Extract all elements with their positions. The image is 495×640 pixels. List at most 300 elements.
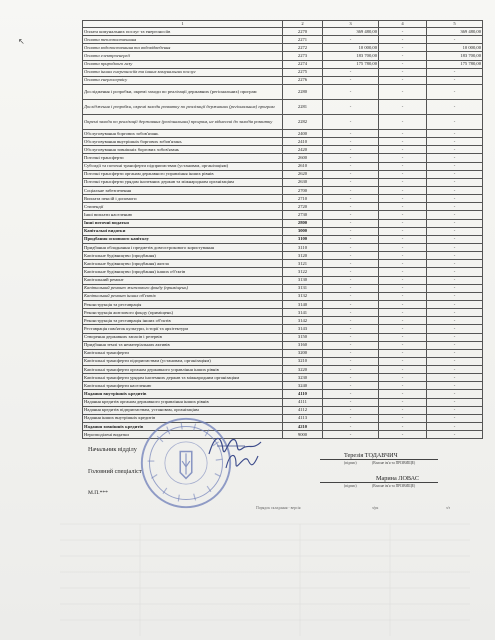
row-name: Створення державних запасів і резервів <box>83 333 283 341</box>
row-value-col3: - <box>323 260 379 268</box>
row-name: Придбання землі та нематеріальних активів <box>83 341 283 349</box>
row-value-col4: - <box>379 317 427 325</box>
head-of-department-label: Начальник відділу <box>88 446 137 453</box>
row-value-col3: - <box>323 178 379 186</box>
row-name: Придбання обладнання і предметів довгострокового користування <box>83 243 283 251</box>
row-code: 3230 <box>283 374 323 382</box>
row-value-col4: - <box>379 68 427 76</box>
table-row <box>83 146 483 154</box>
row-value-col4: - <box>379 52 427 60</box>
row-code: 3141 <box>283 309 323 317</box>
row-value-col5: - <box>427 366 483 374</box>
row-name: Поточні трансферти <box>83 154 283 162</box>
header-col-2: 2 <box>283 21 323 28</box>
table-row <box>83 138 483 146</box>
row-name: Капітальні видатки <box>83 227 283 235</box>
row-value-col3: - <box>323 154 379 162</box>
row-code: 3200 <box>283 349 323 357</box>
row-value-col3: - <box>323 390 379 398</box>
table-row <box>83 203 483 211</box>
row-value-col5: - <box>427 243 483 251</box>
row-value-col4: - <box>379 162 427 170</box>
row-value-col4: - <box>379 195 427 203</box>
row-value-col3: - <box>323 374 379 382</box>
row-value-col3: - <box>323 99 379 114</box>
row-name: Оплата електроенергії <box>83 52 283 60</box>
row-value-col5: - <box>427 195 483 203</box>
row-code: 4111 <box>283 398 323 406</box>
reverse-side-bleed-through <box>0 512 495 640</box>
row-value-col4: - <box>379 349 427 357</box>
table-row <box>83 129 483 137</box>
row-value-col5: - <box>427 162 483 170</box>
row-code: 2730 <box>283 211 323 219</box>
row-code: 4210 <box>283 423 323 431</box>
table-row <box>83 36 483 44</box>
row-value-col5: - <box>427 186 483 194</box>
head-signature-caption: (підпис) <box>344 461 357 465</box>
row-value-col4: - <box>379 341 427 349</box>
row-code: 2270 <box>283 28 323 36</box>
row-value-col3: - <box>323 235 379 243</box>
row-value-col5: - <box>427 431 483 439</box>
row-code: 3160 <box>283 341 323 349</box>
table-row <box>83 357 483 365</box>
table-row <box>83 349 483 357</box>
row-value-col3: - <box>323 195 379 203</box>
table-row <box>83 325 483 333</box>
row-value-col4: - <box>379 28 427 36</box>
table-row <box>83 76 483 84</box>
row-value-col4: - <box>379 292 427 300</box>
row-value-col4: - <box>379 390 427 398</box>
row-value-col3: 183 700,00 <box>323 52 379 60</box>
row-name: Соціальне забезпечення <box>83 186 283 194</box>
row-name: Виплата пенсій і допомоги <box>83 195 283 203</box>
row-value-col3: - <box>323 186 379 194</box>
specialist-signature-caption: (підпис) <box>344 484 357 488</box>
row-value-col5: - <box>427 178 483 186</box>
row-code: 3240 <box>283 382 323 390</box>
row-code: 2720 <box>283 203 323 211</box>
row-value-col3: 10 000,00 <box>323 44 379 52</box>
row-code: 2610 <box>283 162 323 170</box>
table-row <box>83 398 483 406</box>
row-value-col5: - <box>427 309 483 317</box>
table-row <box>83 382 483 390</box>
row-name: Інші виплати населенню <box>83 211 283 219</box>
row-value-col5: - <box>427 235 483 243</box>
row-code: 3210 <box>283 357 323 365</box>
row-name: Капітальні трансферти органам державного управління інших рівнів <box>83 366 283 374</box>
row-name: Надання зовнішніх кредитів <box>83 423 283 431</box>
row-value-col5: - <box>427 203 483 211</box>
row-value-col4: - <box>379 129 427 137</box>
row-value-col4: - <box>379 186 427 194</box>
row-value-col4: - <box>379 309 427 317</box>
table-row <box>83 227 483 235</box>
row-name: Надання кредитів підприємствам, установам, організаціям <box>83 406 283 414</box>
footer-meta-left: з/рк <box>372 506 379 510</box>
row-name: Капітальне будівництво (придбання) <box>83 252 283 260</box>
row-code: 9000 <box>283 431 323 439</box>
row-value-col5: - <box>427 219 483 227</box>
table-row <box>83 333 483 341</box>
row-value-col3: - <box>323 300 379 308</box>
chief-specialist-label: Головний спеціаліст <box>88 468 142 475</box>
table-row <box>83 52 483 60</box>
row-code: 2282 <box>283 114 323 129</box>
row-value-col4: - <box>379 99 427 114</box>
row-name: Капітальні трансферти урядам іноземних держав та міжнародним організаціям <box>83 374 283 382</box>
row-value-col4: - <box>379 333 427 341</box>
margin-mark: ↖ <box>18 37 25 46</box>
row-value-col3: - <box>323 357 379 365</box>
row-value-col4: - <box>379 398 427 406</box>
row-value-col4: - <box>379 219 427 227</box>
row-value-col3: - <box>323 366 379 374</box>
footer-version-text: Порядок складання - версія <box>256 506 301 510</box>
row-code: 2420 <box>283 146 323 154</box>
row-code: 2274 <box>283 60 323 68</box>
row-name: Дослідження і розробки, окремі заходи по реалізації державних (регіональних) програм <box>83 84 283 99</box>
row-value-col3: 369 480,00 <box>323 28 379 36</box>
row-value-col5: - <box>427 406 483 414</box>
row-value-col5: - <box>427 211 483 219</box>
row-code: 3220 <box>283 366 323 374</box>
row-name: Нерозподілені видатки <box>83 431 283 439</box>
row-value-col5: - <box>427 414 483 422</box>
row-value-col5: - <box>427 325 483 333</box>
row-value-col4: - <box>379 211 427 219</box>
row-value-col5: 175 780,00 <box>427 60 483 68</box>
row-name: Інші поточні видатки <box>83 219 283 227</box>
row-code: 3120 <box>283 252 323 260</box>
row-value-col4: - <box>379 268 427 276</box>
row-value-col3: - <box>323 276 379 284</box>
row-value-col5: - <box>427 146 483 154</box>
row-code: 4112 <box>283 406 323 414</box>
row-code: 2410 <box>283 138 323 146</box>
row-name: Обслуговування внутрішніх боргових зобов'язань <box>83 138 283 146</box>
row-value-col4: - <box>379 36 427 44</box>
row-code: 2273 <box>283 52 323 60</box>
row-value-col5: 369 480,00 <box>427 28 483 36</box>
row-value-col3: - <box>323 243 379 251</box>
row-value-col3: - <box>323 203 379 211</box>
row-name: Реконструкція та реставрація <box>83 300 283 308</box>
row-value-col5: - <box>427 390 483 398</box>
row-value-col5: - <box>427 317 483 325</box>
row-code: 2710 <box>283 195 323 203</box>
row-value-col3: - <box>323 333 379 341</box>
row-name: Капітальні трансферти підприємствам (установам, організаціям) <box>83 357 283 365</box>
row-code: 4110 <box>283 390 323 398</box>
budget-expenditure-table <box>82 20 483 439</box>
row-value-col3: - <box>323 284 379 292</box>
row-value-col4: - <box>379 44 427 52</box>
row-name: Оплата комунальних послуг та енергоносіїв <box>83 28 283 36</box>
row-name: Капітальні трансферти населенню <box>83 382 283 390</box>
row-code: 2620 <box>283 170 323 178</box>
row-value-col4: - <box>379 114 427 129</box>
table-row <box>83 235 483 243</box>
table-row <box>83 317 483 325</box>
table-row <box>83 114 483 129</box>
row-name: Субсидії та поточні трансферти підприємствам (установам, організаціям) <box>83 162 283 170</box>
table-row <box>83 292 483 300</box>
row-value-col3: 175 780,00 <box>323 60 379 68</box>
row-value-col3: - <box>323 252 379 260</box>
table-row <box>83 341 483 349</box>
row-value-col4: - <box>379 406 427 414</box>
row-name: Оплата теплопостачання <box>83 36 283 44</box>
row-value-col3: - <box>323 406 379 414</box>
row-name: Оплата енергосервісу <box>83 76 283 84</box>
table-row <box>83 44 483 52</box>
row-value-col4: - <box>379 382 427 390</box>
row-value-col3: - <box>323 341 379 349</box>
row-name: Дослідження і розробки, окремі заходи розвитку по реалізації державних (регіональних) програм <box>83 99 283 114</box>
row-value-col5: 10 000,00 <box>427 44 483 52</box>
header-col-1: 1 <box>83 21 283 28</box>
row-value-col5: - <box>427 423 483 431</box>
head-name: Терезія ТОДАВЧИЧ <box>344 452 398 459</box>
row-value-col5: - <box>427 382 483 390</box>
row-value-col4: - <box>379 300 427 308</box>
table-row <box>83 406 483 414</box>
row-code: 2276 <box>283 76 323 84</box>
table-row <box>83 284 483 292</box>
table-row <box>83 300 483 308</box>
row-name: Реконструкція житлового фонду (приміщень) <box>83 309 283 317</box>
row-name: Обслуговування зовнішніх боргових зобов'язань <box>83 146 283 154</box>
row-value-col3: - <box>323 219 379 227</box>
table-row <box>83 84 483 99</box>
row-value-col4: - <box>379 252 427 260</box>
row-name: Стипендії <box>83 203 283 211</box>
row-value-col4: - <box>379 366 427 374</box>
row-value-col4: - <box>379 146 427 154</box>
row-value-col4: - <box>379 76 427 84</box>
row-value-col4: - <box>379 325 427 333</box>
row-value-col5: - <box>427 154 483 162</box>
row-name: Обслуговування боргових зобов'язань <box>83 129 283 137</box>
row-code: 3130 <box>283 276 323 284</box>
header-col-5: 5 <box>427 21 483 28</box>
table-row <box>83 162 483 170</box>
specialist-name-line <box>320 482 438 483</box>
row-value-col3: - <box>323 36 379 44</box>
row-value-col5: - <box>427 84 483 99</box>
row-value-col5: - <box>427 260 483 268</box>
row-code: 2800 <box>283 219 323 227</box>
row-code: 3142 <box>283 317 323 325</box>
row-name: Окремі заходи по реалізації державних (регіональних) програм, не віднесені до заходів розвитку <box>83 114 283 129</box>
row-value-col4: - <box>379 260 427 268</box>
row-value-col5: - <box>427 268 483 276</box>
row-value-col3: - <box>323 349 379 357</box>
header-col-3: 3 <box>323 21 379 28</box>
row-name: Капітальний ремонт <box>83 276 283 284</box>
row-value-col5: - <box>427 68 483 76</box>
table-row <box>83 219 483 227</box>
row-value-col5: 183 700,00 <box>427 52 483 60</box>
row-value-col4: - <box>379 243 427 251</box>
row-name: Поточні трансферти урядам іноземних держав та міжнародним організаціям <box>83 178 283 186</box>
table-row <box>83 28 483 36</box>
row-value-col5: - <box>427 252 483 260</box>
row-value-col3: - <box>323 76 379 84</box>
row-value-col5: - <box>427 341 483 349</box>
row-value-col4: - <box>379 357 427 365</box>
row-name: Капітальний ремонт інших об'єктів <box>83 292 283 300</box>
row-value-col3: - <box>323 146 379 154</box>
row-code: 2630 <box>283 178 323 186</box>
row-value-col5: - <box>427 227 483 235</box>
row-code: 3000 <box>283 227 323 235</box>
row-value-col4: - <box>379 414 427 422</box>
row-value-col3: - <box>323 382 379 390</box>
row-name: Капітальне будівництво (придбання) житла <box>83 260 283 268</box>
table-row <box>83 195 483 203</box>
row-value-col4: - <box>379 276 427 284</box>
row-code: 3143 <box>283 325 323 333</box>
seal-place-mark: М.П.*** <box>88 490 108 496</box>
row-name: Оплата природного газу <box>83 60 283 68</box>
row-code: 3100 <box>283 235 323 243</box>
row-value-col3: - <box>323 170 379 178</box>
table-row <box>83 211 483 219</box>
row-name: Капітальний ремонт житлового фонду (приміщень) <box>83 284 283 292</box>
table-row <box>83 243 483 251</box>
row-code: 2271 <box>283 36 323 44</box>
table-row <box>83 390 483 398</box>
row-code: 2400 <box>283 129 323 137</box>
row-name: Поточні трансферти органам державного управління інших рівнів <box>83 170 283 178</box>
row-value-col5: - <box>427 170 483 178</box>
row-name: Надання внутрішніх кредитів <box>83 390 283 398</box>
row-value-col3: - <box>323 309 379 317</box>
table-row <box>83 260 483 268</box>
row-value-col5: - <box>427 138 483 146</box>
row-value-col4: - <box>379 178 427 186</box>
footer-meta-right: з/з <box>446 506 451 510</box>
row-value-col4: - <box>379 203 427 211</box>
row-value-col4: - <box>379 235 427 243</box>
row-name: Придбання основного капіталу <box>83 235 283 243</box>
row-value-col3: - <box>323 138 379 146</box>
row-value-col3: - <box>323 398 379 406</box>
row-value-col3: - <box>323 84 379 99</box>
row-code: 3110 <box>283 243 323 251</box>
row-value-col5: - <box>427 99 483 114</box>
table-row <box>83 374 483 382</box>
row-value-col5: - <box>427 129 483 137</box>
row-value-col5: - <box>427 276 483 284</box>
row-code: 2600 <box>283 154 323 162</box>
row-name: Реставрація пам'яток культури, історії та архітектури <box>83 325 283 333</box>
row-value-col3: - <box>323 423 379 431</box>
table-row <box>83 99 483 114</box>
row-value-col5: - <box>427 284 483 292</box>
table-row <box>83 309 483 317</box>
row-value-col5: - <box>427 374 483 382</box>
table-row <box>83 366 483 374</box>
row-name: Оплата водопостачання та водовідведення <box>83 44 283 52</box>
row-value-col4: - <box>379 423 427 431</box>
row-code: 2281 <box>283 99 323 114</box>
row-value-col3: - <box>323 129 379 137</box>
row-value-col3: - <box>323 325 379 333</box>
row-value-col4: - <box>379 154 427 162</box>
row-value-col4: - <box>379 284 427 292</box>
row-value-col5: - <box>427 292 483 300</box>
row-value-col3: - <box>323 68 379 76</box>
row-code: 4113 <box>283 414 323 422</box>
table-row <box>83 252 483 260</box>
row-name: Надання кредитів органам державного управління інших рівнів <box>83 398 283 406</box>
row-value-col4: - <box>379 170 427 178</box>
row-code: 2275 <box>283 68 323 76</box>
table-row <box>83 268 483 276</box>
row-code: 3132 <box>283 292 323 300</box>
table-header-row <box>83 21 483 28</box>
row-name: Капітальне будівництво (придбання) інших об'єктів <box>83 268 283 276</box>
table-row <box>83 276 483 284</box>
row-value-col4: - <box>379 374 427 382</box>
row-name: Реконструкція та реставрація інших об'єктів <box>83 317 283 325</box>
row-code: 2700 <box>283 186 323 194</box>
row-value-col5: - <box>427 300 483 308</box>
row-code: 3150 <box>283 333 323 341</box>
row-value-col5: - <box>427 357 483 365</box>
row-code: 2280 <box>283 84 323 99</box>
table-row <box>83 178 483 186</box>
row-name: Оплата інших енергоносіїв та інших комунальних послуг <box>83 68 283 76</box>
row-value-col4: - <box>379 60 427 68</box>
row-value-col3: - <box>323 414 379 422</box>
row-name: Капітальні трансферти <box>83 349 283 357</box>
row-value-col5: - <box>427 333 483 341</box>
row-code: 3121 <box>283 260 323 268</box>
row-name: Надання інших внутрішніх кредитів <box>83 414 283 422</box>
row-value-col4: - <box>379 431 427 439</box>
table-row <box>83 186 483 194</box>
row-value-col3: - <box>323 162 379 170</box>
table-row <box>83 68 483 76</box>
row-value-col3: - <box>323 268 379 276</box>
specialist-name: Марина ЛОВАС <box>376 475 419 482</box>
row-value-col3: - <box>323 227 379 235</box>
row-value-col3: - <box>323 211 379 219</box>
row-value-col4: - <box>379 138 427 146</box>
row-code: 3131 <box>283 284 323 292</box>
head-name-caption: (Власне ім'я та ПРІЗВИЩЕ) <box>372 461 416 465</box>
row-value-col5: - <box>427 76 483 84</box>
row-value-col4: - <box>379 84 427 99</box>
row-value-col4: - <box>379 227 427 235</box>
table-row <box>83 170 483 178</box>
row-code: 2272 <box>283 44 323 52</box>
row-value-col3: - <box>323 431 379 439</box>
row-value-col5: - <box>427 114 483 129</box>
row-code: 3122 <box>283 268 323 276</box>
row-value-col3: - <box>323 114 379 129</box>
table-row <box>83 154 483 162</box>
row-value-col3: - <box>323 317 379 325</box>
row-value-col3: - <box>323 292 379 300</box>
